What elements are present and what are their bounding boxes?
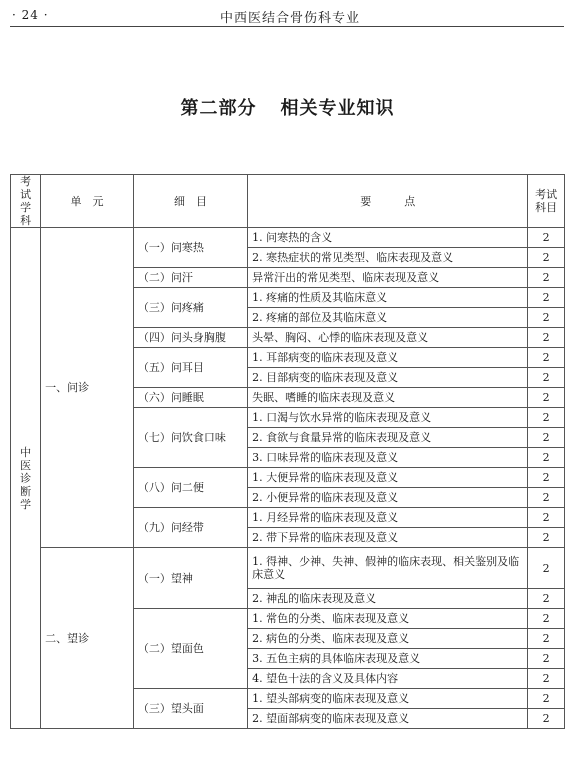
detail-cell: （一）望神 xyxy=(133,548,247,609)
grade-cell: 2 xyxy=(528,548,565,589)
page-number: · 24 · xyxy=(12,8,49,22)
grade-cell: 2 xyxy=(528,328,565,348)
grade-cell: 2 xyxy=(528,589,565,609)
point-cell: 2. 疼痛的部位及其临床意义 xyxy=(248,308,528,328)
grade-cell: 2 xyxy=(528,408,565,428)
point-cell: 1. 常色的分类、临床表现及意义 xyxy=(248,609,528,629)
grade-cell: 2 xyxy=(528,669,565,689)
point-cell: 2. 寒热症状的常见类型、临床表现及意义 xyxy=(248,248,528,268)
table-header-row xyxy=(11,175,565,228)
section-part: 第二部分 xyxy=(180,98,257,119)
grade-cell: 2 xyxy=(528,448,565,468)
detail-cell: （二）问汗 xyxy=(133,268,247,288)
unit-cell: 二、望诊 xyxy=(41,548,134,729)
grade-cell: 2 xyxy=(528,368,565,388)
section-name: 相关专业知识 xyxy=(280,98,395,119)
header-grade: 考试科目 xyxy=(528,175,565,228)
header-subject: 考试学科 xyxy=(11,175,41,228)
point-cell: 2. 神乱的临床表现及意义 xyxy=(248,589,528,609)
point-cell: 头晕、胸闷、心悸的临床表现及意义 xyxy=(248,328,528,348)
grade-cell: 2 xyxy=(528,428,565,448)
point-cell: 1. 口渴与饮水异常的临床表现及意义 xyxy=(248,408,528,428)
point-cell: 2. 目部病变的临床表现及意义 xyxy=(248,368,528,388)
table-body xyxy=(11,228,565,729)
detail-cell: （四）问头身胸腹 xyxy=(133,328,247,348)
grade-cell: 2 xyxy=(528,609,565,629)
table-row xyxy=(11,228,565,248)
table-row xyxy=(11,548,565,589)
point-cell: 2. 小便异常的临床表现及意义 xyxy=(248,488,528,508)
detail-cell: （三）问疼痛 xyxy=(133,288,247,328)
point-cell: 4. 望色十法的含义及具体内容 xyxy=(248,669,528,689)
point-cell: 2. 病色的分类、临床表现及意义 xyxy=(248,629,528,649)
point-cell: 1. 耳部病变的临床表现及意义 xyxy=(248,348,528,368)
point-cell: 1. 望头部病变的临床表现及意义 xyxy=(248,689,528,709)
section-title xyxy=(0,94,575,120)
grade-cell: 2 xyxy=(528,508,565,528)
header-unit: 单 元 xyxy=(41,175,134,228)
grade-cell: 2 xyxy=(528,629,565,649)
point-cell: 异常汗出的常见类型、临床表现及意义 xyxy=(248,268,528,288)
detail-cell: （六）问睡眠 xyxy=(133,388,247,408)
grade-cell: 2 xyxy=(528,488,565,508)
detail-cell: （七）问饮食口味 xyxy=(133,408,247,468)
point-cell: 1. 疼痛的性质及其临床意义 xyxy=(248,288,528,308)
point-cell: 3. 口味异常的临床表现及意义 xyxy=(248,448,528,468)
detail-cell: （八）问二便 xyxy=(133,468,247,508)
point-cell: 失眠、嗜睡的临床表现及意义 xyxy=(248,388,528,408)
detail-cell: （二）望面色 xyxy=(133,609,247,689)
page-header xyxy=(10,4,564,27)
point-cell: 3. 五色主病的具体临床表现及意义 xyxy=(248,649,528,669)
grade-cell: 2 xyxy=(528,248,565,268)
point-cell: 2. 望面部病变的临床表现及意义 xyxy=(248,709,528,729)
grade-cell: 2 xyxy=(528,689,565,709)
detail-cell: （九）问经带 xyxy=(133,508,247,548)
point-cell: 2. 食欲与食量异常的临床表现及意义 xyxy=(248,428,528,448)
grade-cell: 2 xyxy=(528,709,565,729)
subject-label: 中医诊断学 xyxy=(20,445,32,511)
grade-cell: 2 xyxy=(528,348,565,368)
grade-cell: 2 xyxy=(528,649,565,669)
grade-cell: 2 xyxy=(528,528,565,548)
detail-cell: （三）望头面 xyxy=(133,689,247,729)
point-cell: 2. 带下异常的临床表现及意义 xyxy=(248,528,528,548)
detail-cell: （五）问耳目 xyxy=(133,348,247,388)
unit-cell: 一、问诊 xyxy=(41,228,134,548)
book-title: 中西医结合骨伤科专业 xyxy=(220,11,361,26)
header-point: 要 点 xyxy=(248,175,528,228)
subject-cell xyxy=(11,228,41,729)
grade-cell: 2 xyxy=(528,468,565,488)
grade-cell: 2 xyxy=(528,288,565,308)
syllabus-table xyxy=(10,174,565,729)
grade-cell: 2 xyxy=(528,308,565,328)
point-cell: 1. 大便异常的临床表现及意义 xyxy=(248,468,528,488)
grade-cell: 2 xyxy=(528,268,565,288)
point-cell: 1. 月经异常的临床表现及意义 xyxy=(248,508,528,528)
point-cell: 1. 问寒热的含义 xyxy=(248,228,528,248)
grade-cell: 2 xyxy=(528,388,565,408)
point-cell: 1. 得神、少神、失神、假神的临床表现、相关鉴别及临床意义 xyxy=(248,548,528,589)
grade-cell: 2 xyxy=(528,228,565,248)
detail-cell: （一）问寒热 xyxy=(133,228,247,268)
header-detail: 细 目 xyxy=(133,175,247,228)
